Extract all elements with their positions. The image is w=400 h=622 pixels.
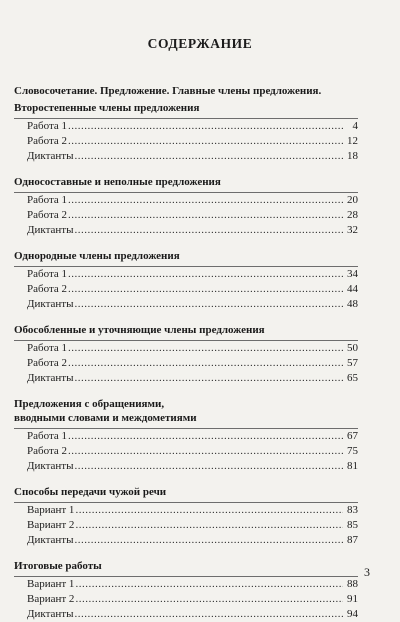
leader-dots <box>75 223 344 238</box>
leader-dots <box>68 267 343 282</box>
section-heading: Предложения с обращениями, <box>14 398 165 410</box>
toc-entry[interactable] <box>14 518 358 533</box>
leader-dots <box>75 503 343 518</box>
entry-label: Работа 2 <box>27 135 68 147</box>
toc-section <box>14 249 358 312</box>
page-title: СОДЕРЖАНИЕ <box>147 36 253 51</box>
entry-page-number: 75 <box>347 445 358 457</box>
toc-entry[interactable] <box>14 134 358 149</box>
entry-page-number: 85 <box>347 519 358 531</box>
entry-label: Диктанты <box>27 372 74 384</box>
entry-page-number: 83 <box>347 504 358 516</box>
entry-label: Диктанты <box>27 224 74 236</box>
entry-label: Работа 2 <box>27 357 68 369</box>
toc-entry[interactable] <box>14 356 358 371</box>
leader-dots <box>68 119 343 134</box>
entry-page-number: 12 <box>347 135 358 147</box>
leader-dots <box>68 208 343 223</box>
entry-label: Работа 1 <box>27 430 68 442</box>
toc-entry[interactable] <box>14 223 358 238</box>
entry-label: Работа 1 <box>27 120 68 132</box>
toc-section <box>14 485 358 548</box>
leader-dots <box>68 341 343 356</box>
entry-label: Диктанты <box>27 298 74 310</box>
section-heading: вводными словами и междометиями <box>14 412 197 424</box>
leader-dots <box>68 356 343 371</box>
toc-entry[interactable] <box>14 282 358 297</box>
entry-page-number: 4 <box>352 120 358 132</box>
entry-page-number: 65 <box>347 372 358 384</box>
toc-entry[interactable] <box>14 459 358 474</box>
entry-label: Диктанты <box>27 460 74 472</box>
toc-entry[interactable] <box>14 193 358 208</box>
leader-dots <box>68 193 343 208</box>
toc-entry[interactable] <box>14 371 358 386</box>
entry-page-number: 87 <box>347 534 358 546</box>
toc-entry[interactable] <box>14 429 358 444</box>
toc-section <box>14 559 358 622</box>
toc-section <box>14 175 358 238</box>
toc-entry[interactable] <box>14 607 358 622</box>
section-heading: Второстепенные члены предложения <box>14 102 200 114</box>
toc-section <box>14 397 358 474</box>
entry-page-number: 44 <box>347 283 358 295</box>
entry-label: Работа 2 <box>27 445 68 457</box>
entry-label: Вариант 2 <box>27 519 75 531</box>
entry-page-number: 88 <box>347 578 358 590</box>
toc-entry[interactable] <box>14 444 358 459</box>
leader-dots <box>68 429 343 444</box>
table-of-contents <box>14 84 358 622</box>
leader-dots <box>68 444 343 459</box>
entry-label: Вариант 1 <box>27 504 75 516</box>
entry-label: Работа 2 <box>27 209 68 221</box>
leader-dots <box>75 533 344 548</box>
leader-dots <box>75 371 344 386</box>
toc-entry[interactable] <box>14 208 358 223</box>
entry-label: Вариант 1 <box>27 578 75 590</box>
entry-label: Диктанты <box>27 150 74 162</box>
entry-label: Диктанты <box>27 534 74 546</box>
entry-label: Работа 1 <box>27 342 68 354</box>
entry-page-number: 57 <box>347 357 358 369</box>
toc-entry[interactable] <box>14 503 358 518</box>
page-number: 3 <box>364 565 370 579</box>
toc-entry[interactable] <box>14 297 358 312</box>
leader-dots <box>75 297 344 312</box>
entry-label: Работа 1 <box>27 268 68 280</box>
section-heading: Однородные члены предложения <box>14 250 180 262</box>
entry-page-number: 50 <box>347 342 358 354</box>
toc-entry[interactable] <box>14 592 358 607</box>
entry-page-number: 48 <box>347 298 358 310</box>
entry-page-number: 81 <box>347 460 358 472</box>
leader-dots <box>75 459 344 474</box>
toc-entry[interactable] <box>14 341 358 356</box>
entry-page-number: 32 <box>347 224 358 236</box>
entry-label: Диктанты <box>27 608 74 620</box>
leader-dots <box>75 592 343 607</box>
section-heading: Способы передачи чужой речи <box>14 486 167 498</box>
entry-page-number: 20 <box>347 194 358 206</box>
toc-section <box>14 323 358 386</box>
entry-page-number: 94 <box>347 608 358 620</box>
entry-label: Работа 2 <box>27 283 68 295</box>
leader-dots <box>75 518 343 533</box>
entry-page-number: 28 <box>347 209 358 221</box>
entry-page-number: 34 <box>347 268 358 280</box>
toc-entry[interactable] <box>14 533 358 548</box>
leader-dots <box>68 282 343 297</box>
entry-label: Работа 1 <box>27 194 68 206</box>
toc-entry[interactable] <box>14 119 358 134</box>
entry-label: Вариант 2 <box>27 593 75 605</box>
section-heading: Итоговые работы <box>14 560 102 572</box>
leader-dots <box>75 149 344 164</box>
section-heading: Обособленные и уточняющие члены предложения <box>14 324 265 336</box>
toc-entry[interactable] <box>14 267 358 282</box>
entry-page-number: 67 <box>347 430 358 442</box>
entry-page-number: 91 <box>347 593 358 605</box>
toc-section <box>14 101 358 164</box>
intro-heading: Словосочетание. Предложение. Главные члены предложения. <box>14 85 322 97</box>
leader-dots <box>68 134 343 149</box>
toc-sections <box>14 101 358 622</box>
entry-page-number: 18 <box>347 150 358 162</box>
toc-entry[interactable] <box>14 149 358 164</box>
section-heading: Односоставные и неполные предложения <box>14 176 221 188</box>
leader-dots <box>75 607 344 622</box>
